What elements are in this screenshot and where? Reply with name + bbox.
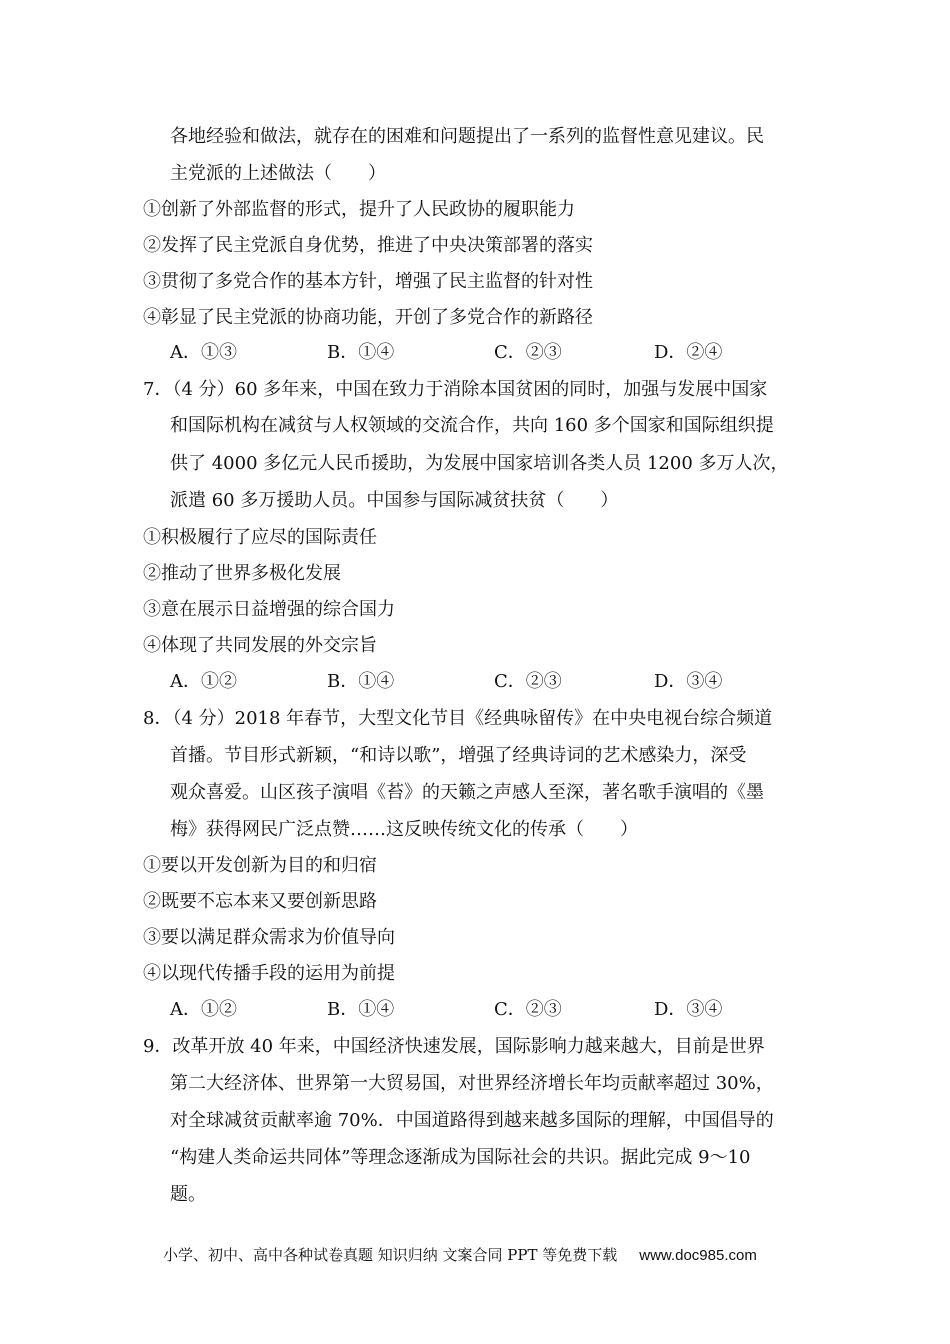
q6-item-4: ④彰显了民主党派的协商功能，开创了多党合作的新路径 — [143, 307, 593, 328]
q8-option-c: C．②③ — [494, 999, 562, 1020]
q8-stem-line: 首播。节目形式新颖，“和诗以歌”，增强了经典诗词的艺术感染力，深受 — [170, 745, 747, 766]
q9-stem-line: “构建人类命运共同体”等理念逐渐成为国际社会的共识。据此完成 9～10 — [170, 1147, 751, 1168]
footer-url[interactable]: www.doc985.com — [639, 1247, 757, 1264]
q9-stem-line: 题。 — [170, 1184, 206, 1205]
q8-option-b: B．①④ — [327, 999, 395, 1020]
q8-item-4: ④以现代传播手段的运用为前提 — [143, 963, 395, 984]
q6-option-c: C．②③ — [494, 342, 562, 363]
q7-stem-line: 供了 4000 多亿元人民币援助，为发展中国家培训各类人员 1200 多万人次， — [170, 453, 789, 474]
q7-option-a: A．①② — [170, 671, 237, 692]
q7-stem-line: 7．（4 分）60 多年来，中国在致力于消除本国贫困的同时，加强与发展中国家 — [143, 379, 768, 400]
q6-item-2: ②发挥了民主党派自身优势，推进了中央决策部署的落实 — [143, 235, 593, 256]
q8-item-3: ③要以满足群众需求为价值导向 — [143, 927, 395, 948]
q7-item-4: ④体现了共同发展的外交宗旨 — [143, 635, 377, 656]
q8-item-2: ②既要不忘本来又要创新思路 — [143, 891, 377, 912]
q7-item-1: ①积极履行了应尽的国际责任 — [143, 527, 377, 548]
q9-stem-line: 9．改革开放 40 年来，中国经济快速发展，国际影响力越来越大，目前是世界 — [143, 1036, 765, 1057]
footer-text: 小学、初中、高中各种试卷真题 知识归纳 文案合同 PPT 等免费下载 — [163, 1246, 618, 1264]
q7-stem-line: 和国际机构在减贫与人权领域的交流合作，共向 160 多个国家和国际组织提 — [170, 415, 774, 436]
page-footer — [163, 1244, 757, 1267]
q7-option-d: D．③④ — [654, 671, 723, 692]
q8-item-1: ①要以开发创新为目的和归宿 — [143, 855, 377, 876]
q8-stem-line: 梅》获得网民广泛点赞……这反映传统文化的传承（ ） — [170, 819, 638, 840]
q6-item-1: ①创新了外部监督的形式，提升了人民政协的履职能力 — [143, 199, 575, 220]
q6-stem-line: 各地经验和做法，就存在的困难和问题提出了一系列的监督性意见建议。民 — [170, 126, 764, 147]
q7-item-2: ②推动了世界多极化发展 — [143, 563, 341, 584]
q6-item-3: ③贯彻了多党合作的基本方针，增强了民主监督的针对性 — [143, 271, 593, 292]
q8-option-d: D．③④ — [654, 999, 723, 1020]
q9-stem-line: 第二大经济体、世界第一大贸易国，对世界经济增长年均贡献率超过 30%， — [170, 1073, 774, 1094]
q7-stem-line: 派遣 60 多万援助人员。中国参与国际减贫扶贫（ ） — [170, 490, 619, 511]
q6-option-a: A．①③ — [170, 342, 237, 363]
q7-option-c: C．②③ — [494, 671, 562, 692]
q6-stem-line: 主党派的上述做法（ ） — [170, 163, 386, 184]
q9-stem-line: 对全球减贫贡献率逾 70%．中国道路得到越来越多国际的理解，中国倡导的 — [170, 1110, 774, 1131]
q7-option-b: B．①④ — [327, 671, 395, 692]
q8-option-a: A．①② — [170, 999, 237, 1020]
q6-option-d: D．②④ — [654, 342, 723, 363]
q6-option-b: B．①④ — [327, 342, 395, 363]
q8-stem-line: 8．（4 分）2018 年春节，大型文化节目《经典咏留传》在中央电视台综合频道 — [143, 708, 773, 729]
q7-item-3: ③意在展示日益增强的综合国力 — [143, 599, 395, 620]
q8-stem-line: 观众喜爱。山区孩子演唱《苔》的天籁之声感人至深，著名歌手演唱的《墨 — [170, 782, 764, 803]
